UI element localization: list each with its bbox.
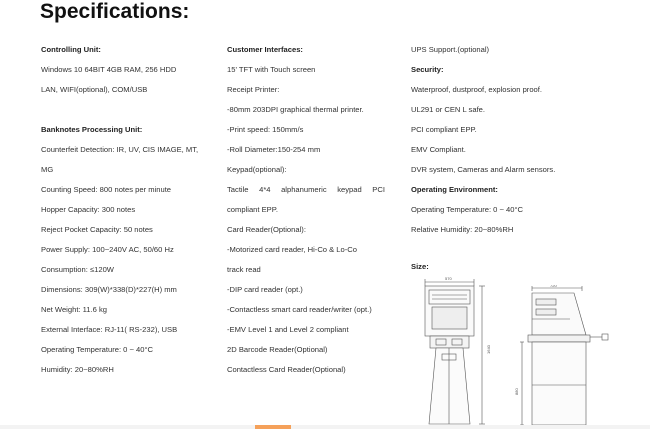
bottom-scroll-track	[0, 425, 650, 429]
spec-line: Operating Temperature: 0 ~ 40°C	[411, 205, 524, 214]
svg-text:570: 570	[445, 276, 452, 281]
spec-line: Operating Temperature: 0 ~ 40°C	[41, 345, 154, 354]
spec-line: Consumption: ≤120W	[41, 265, 114, 274]
spec-line: Power Supply: 100~240V AC, 50/60 Hz	[41, 245, 174, 254]
spec-line: -Print speed: 150mm/s	[227, 125, 304, 134]
svg-text:880: 880	[514, 388, 519, 395]
spec-heading: Banknotes Processing Unit:	[41, 125, 143, 134]
side-view-drawing	[512, 285, 617, 427]
spec-line: -Motorized card reader, Hi-Co & Lo-Co	[227, 245, 357, 254]
spec-line: DVR system, Cameras and Alarm sensors.	[411, 165, 556, 174]
spec-line: -Contactless smart card reader/writer (opt.)	[227, 305, 372, 314]
spec-heading: Controlling Unit:	[41, 45, 101, 54]
spec-line: PCI compliant EPP.	[411, 125, 477, 134]
spec-line: -EMV Level 1 and Level 2 compliant	[227, 325, 349, 334]
spec-line: Humidity: 20~80%RH	[41, 365, 114, 374]
spec-column-3	[411, 40, 601, 240]
spec-line: UL291 or CEN L safe.	[411, 105, 486, 114]
spec-line: Windows 10 64BIT 4GB RAM, 256 HDD	[41, 65, 177, 74]
spec-line: EMV Compliant.	[411, 145, 466, 154]
spec-line: 15' TFT with Touch screen	[227, 65, 316, 74]
bottom-accent-bar	[255, 425, 291, 429]
spec-line: track read	[227, 265, 261, 274]
spec-word: keypad	[337, 185, 362, 194]
spec-line: Counting Speed: 800 notes per minute	[41, 185, 172, 194]
size-label: Size:	[411, 262, 429, 271]
spec-line: Hopper Capacity: 300 notes	[41, 205, 136, 214]
spec-line: Reject Pocket Capacity: 50 notes	[41, 225, 153, 234]
spec-line: 2D Barcode Reader(Optional)	[227, 345, 328, 354]
spec-line: LAN, WIFI(optional), COM/USB	[41, 85, 148, 94]
spec-line: Dimensions: 309(W)*338(D)*227(H) mm	[41, 285, 177, 294]
spec-line: Contactless Card Reader(Optional)	[227, 365, 346, 374]
spec-line: Counterfeit Detection: IR, UV, CIS IMAGE, MT,	[41, 145, 199, 154]
spec-word: Tactile	[227, 185, 249, 194]
spec-line	[41, 100, 216, 120]
spec-heading: Operating Environment:	[411, 185, 498, 194]
spec-heading: Security:	[411, 65, 444, 74]
spec-line	[227, 180, 385, 200]
spec-line: MG	[41, 165, 54, 174]
spec-line: Card Reader(Optional):	[227, 225, 306, 234]
page-title: Specifications:	[40, 0, 190, 23]
spec-column-1	[41, 40, 216, 380]
spec-line: compliant EPP.	[227, 205, 278, 214]
spec-column-2	[227, 40, 402, 380]
spec-heading: Customer Interfaces:	[227, 45, 303, 54]
spec-line: -DIP card reader (opt.)	[227, 285, 303, 294]
spec-word: 4*4	[259, 185, 271, 194]
spec-line: Net Weight: 11.6 kg	[41, 305, 107, 314]
spec-line: -Roll Diameter:150-254 mm	[227, 145, 321, 154]
front-view-drawing	[412, 274, 502, 427]
spec-line: Receipt Printer:	[227, 85, 280, 94]
spec-line: Keypad(optional):	[227, 165, 287, 174]
spec-line: UPS Support.(optional)	[411, 45, 490, 54]
spec-line: -80mm 203DPI graphical thermal printer.	[227, 105, 364, 114]
svg-text:720: 720	[550, 285, 557, 288]
spec-line: Waterproof, dustproof, explosion proof.	[411, 85, 542, 94]
spec-word: PCI	[372, 185, 385, 194]
spec-line: Relative Humidity: 20~80%RH	[411, 225, 514, 234]
svg-text:1640: 1640	[486, 345, 491, 354]
spec-word: alphanumeric	[281, 185, 327, 194]
spec-line: External Interface: RJ-11( RS-232), USB	[41, 325, 178, 334]
